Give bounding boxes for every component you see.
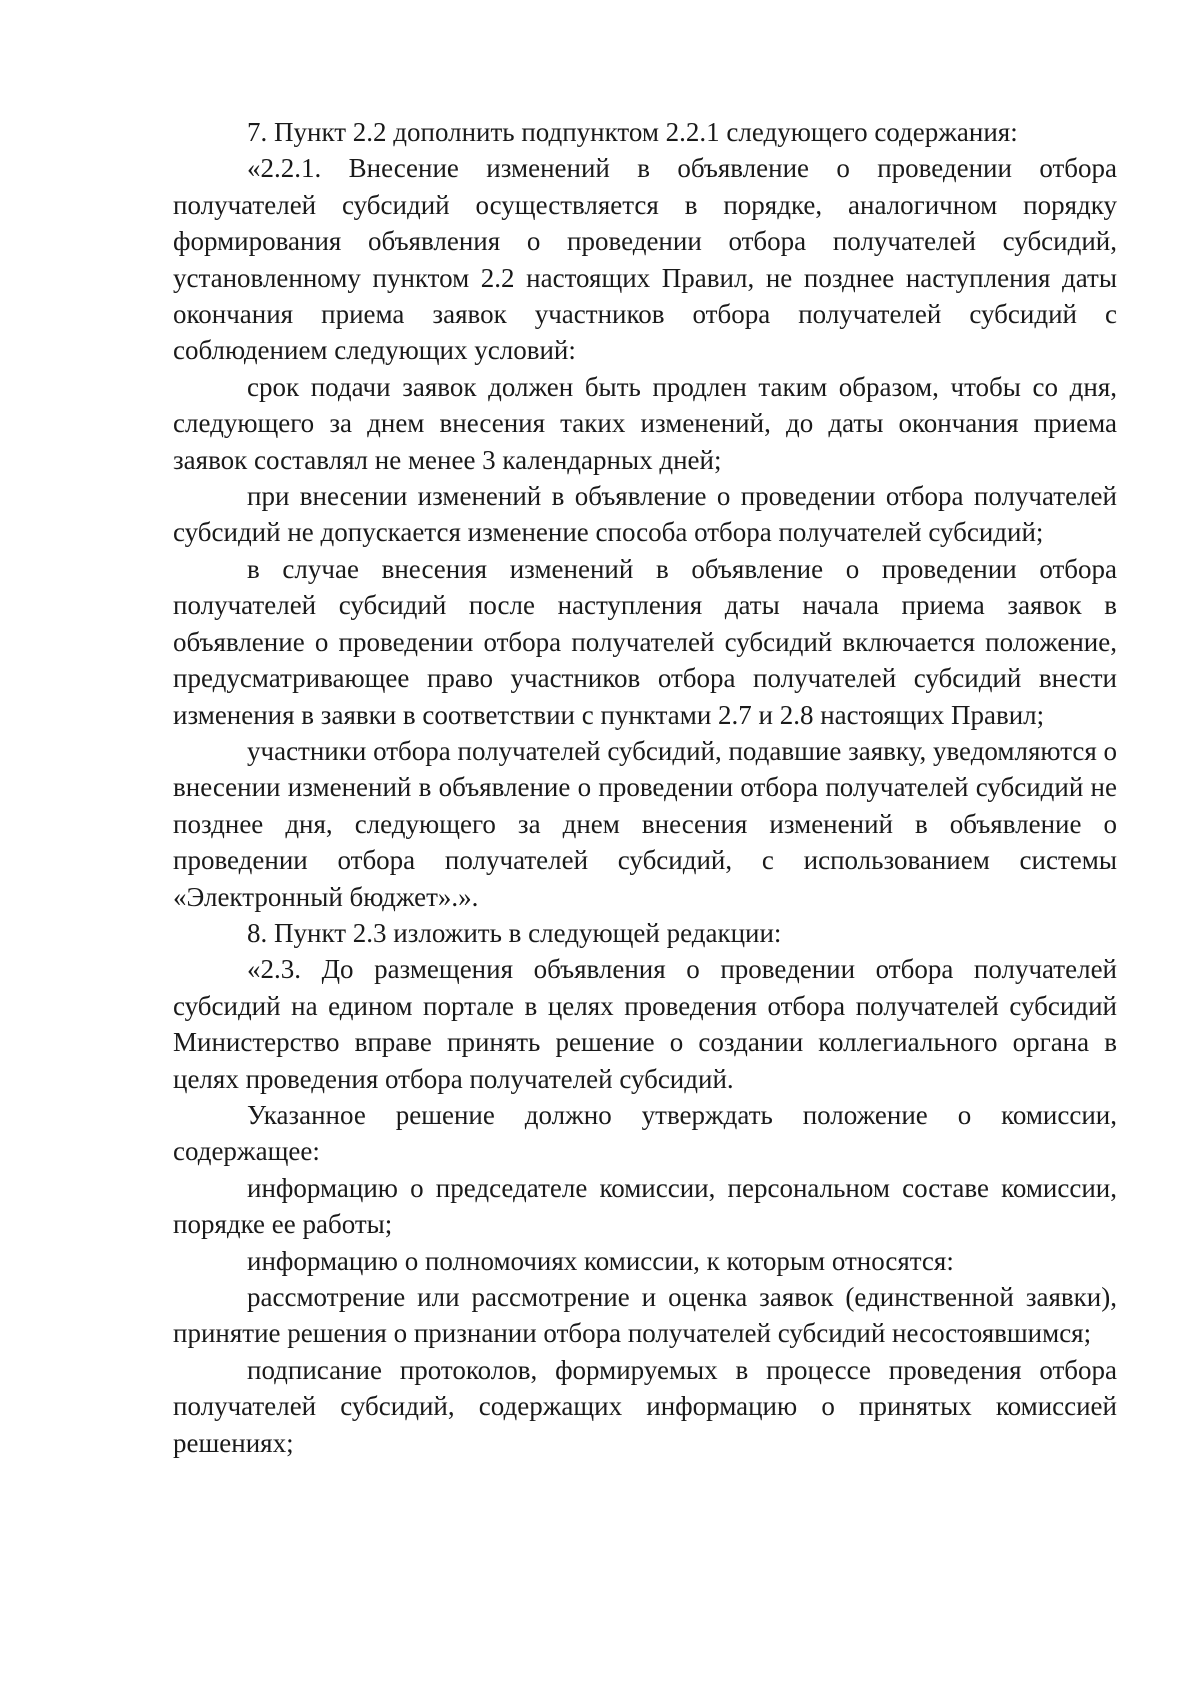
- paragraph-2-2-1: «2.2.1. Внесение изменений в объявление о проведении отбора получателей субсидий осуществляется в порядке, аналогичном порядку формирования объявления о проведении отбора получателей субсидий, установленному пунктом 2.2 настоящих Правил, не позднее наступления даты окончания приема заявок участников отбора получателей субсидий с соблюдением следующих условий:: [173, 153, 1117, 366]
- paragraph-2-3: «2.3. До размещения объявления о проведении отбора получателей субсидий на едином портале в целях проведения отбора получателей субсидий Министерство вправе принять решение о создании коллегиального органа в целях проведения отбора получателей субсидий.: [173, 954, 1117, 1094]
- paragraph-deadline-extension: срок подачи заявок должен быть продлен таким образом, чтобы со дня, следующего за днем внесения таких изменений, до даты окончания приема заявок составлял не менее 3 календарных дней;: [173, 371, 1117, 475]
- paragraph-item-8: 8. Пункт 2.3 изложить в следующей редакции:: [247, 917, 782, 948]
- document-body: [173, 114, 1117, 1461]
- paragraph-participants-notified: участники отбора получателей субсидий, подавшие заявку, уведомляются о внесении изменений в объявление о проведении отбора получателей субсидий не позднее дня, следующего за днем внесения изменений в объявление о проведении отбора получателей субсидий, с использованием системы «Электронный бюджет».».: [173, 735, 1117, 912]
- paragraph-sign-protocols: подписание протоколов, формируемых в процессе проведения отбора получателей субсидий, содержащих информацию о принятых комиссией решениях;: [173, 1354, 1117, 1458]
- paragraph-item-7: 7. Пункт 2.2 дополнить подпунктом 2.2.1 следующего содержания:: [247, 117, 1018, 147]
- paragraph-changes-after-start: в случае внесения изменений в объявление о проведении отбора получателей субсидий после наступления даты начала приема заявок в объявление о проведении отбора получателей субсидий включается положение, предусматривающее право участников отбора получателей субсидий внести изменения в заявки в соответствии с пунктами 2.7 и 2.8 настоящих Правил;: [173, 553, 1117, 730]
- paragraph-method-change-prohibited: при внесении изменений в объявление о проведении отбора получателей субсидий не допускается изменение способа отбора получателей субсидий;: [173, 481, 1117, 548]
- paragraph-commission-powers: информацию о полномочиях комиссии, к которым относятся:: [247, 1245, 954, 1276]
- paragraph-chairman-info: информацию о председателе комиссии, персональном составе комиссии, порядке ее работы;: [173, 1172, 1117, 1240]
- paragraph-commission-regulation: Указанное решение должно утверждать положение о комиссии, содержащее:: [173, 1099, 1117, 1167]
- paragraph-review-applications: рассмотрение или рассмотрение и оценка заявок (единственной заявки), принятие решения о признании отбора получателей субсидий несостоявшимся;: [173, 1282, 1117, 1349]
